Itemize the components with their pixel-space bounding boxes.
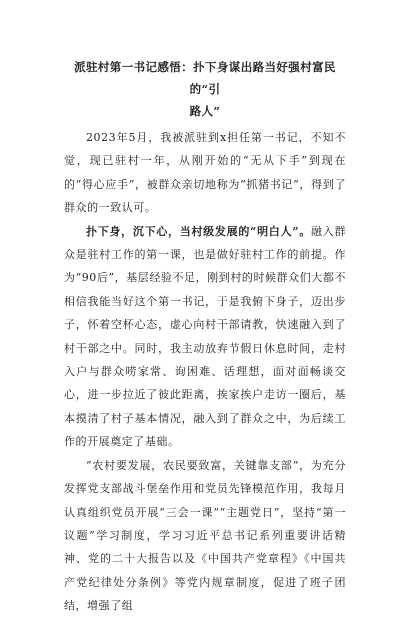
title-line-1: 派驻村第一书记感悟：扑下身谋出路当好强村富民的“引 (74, 60, 336, 96)
paragraph-1 (64, 126, 346, 220)
paragraph-2 (64, 220, 346, 454)
paragraph-1-text: 2023年5月，我被派驻到x担任第一书记，不知不觉，现已驻村一年，从刚开始的“无从下手”到现在的“得心应手”，被群众亲切地称为“抓猪书记”，得到了群众的一致认可。 (64, 131, 346, 215)
paragraph-3-text: “农村要发展，农民要致富，关键靠支部”，为充分发挥党支部战斗堡垒作用和党员先锋模范作用，我每月认真组织党员开展“三会一课”“主题党日”，坚持“第一议题”学习制度，学习习近平总书记系列重要讲话精神、党的二十大报告以及《中国共产党章程》《中国共产党纪律处分条例》等党内规章制度，促进了班子团结，增强了组 (64, 458, 346, 613)
paragraph-3 (64, 454, 346, 618)
paragraph-2-heading: 扑下身，沉下心，当村级发展的“明白人”。 (86, 224, 312, 238)
document-title (64, 56, 346, 122)
paragraph-2-text: 融入群众是驻村工作的第一课，也是做好驻村工作的前提。作为“90后”，基层经验不足，刚到村的时候群众们大都不相信我能当好这个第一书记，于是我俯下身子，迈出步子，怀着空杯心态，虚心向村干部请教，快速融入到了村干部之中。同时，我主动放弃节假日休息时间，走村入户与群众唠家常、询困难、话理想，面对面畅谈交心，进一步拉近了彼此距离，挨家挨户走访一圈后，基本摸清了村子基本情况，融入到了群众之中，为后续工作的开展奠定了基础。 (64, 224, 347, 449)
title-line-2: 路人” (189, 104, 221, 118)
